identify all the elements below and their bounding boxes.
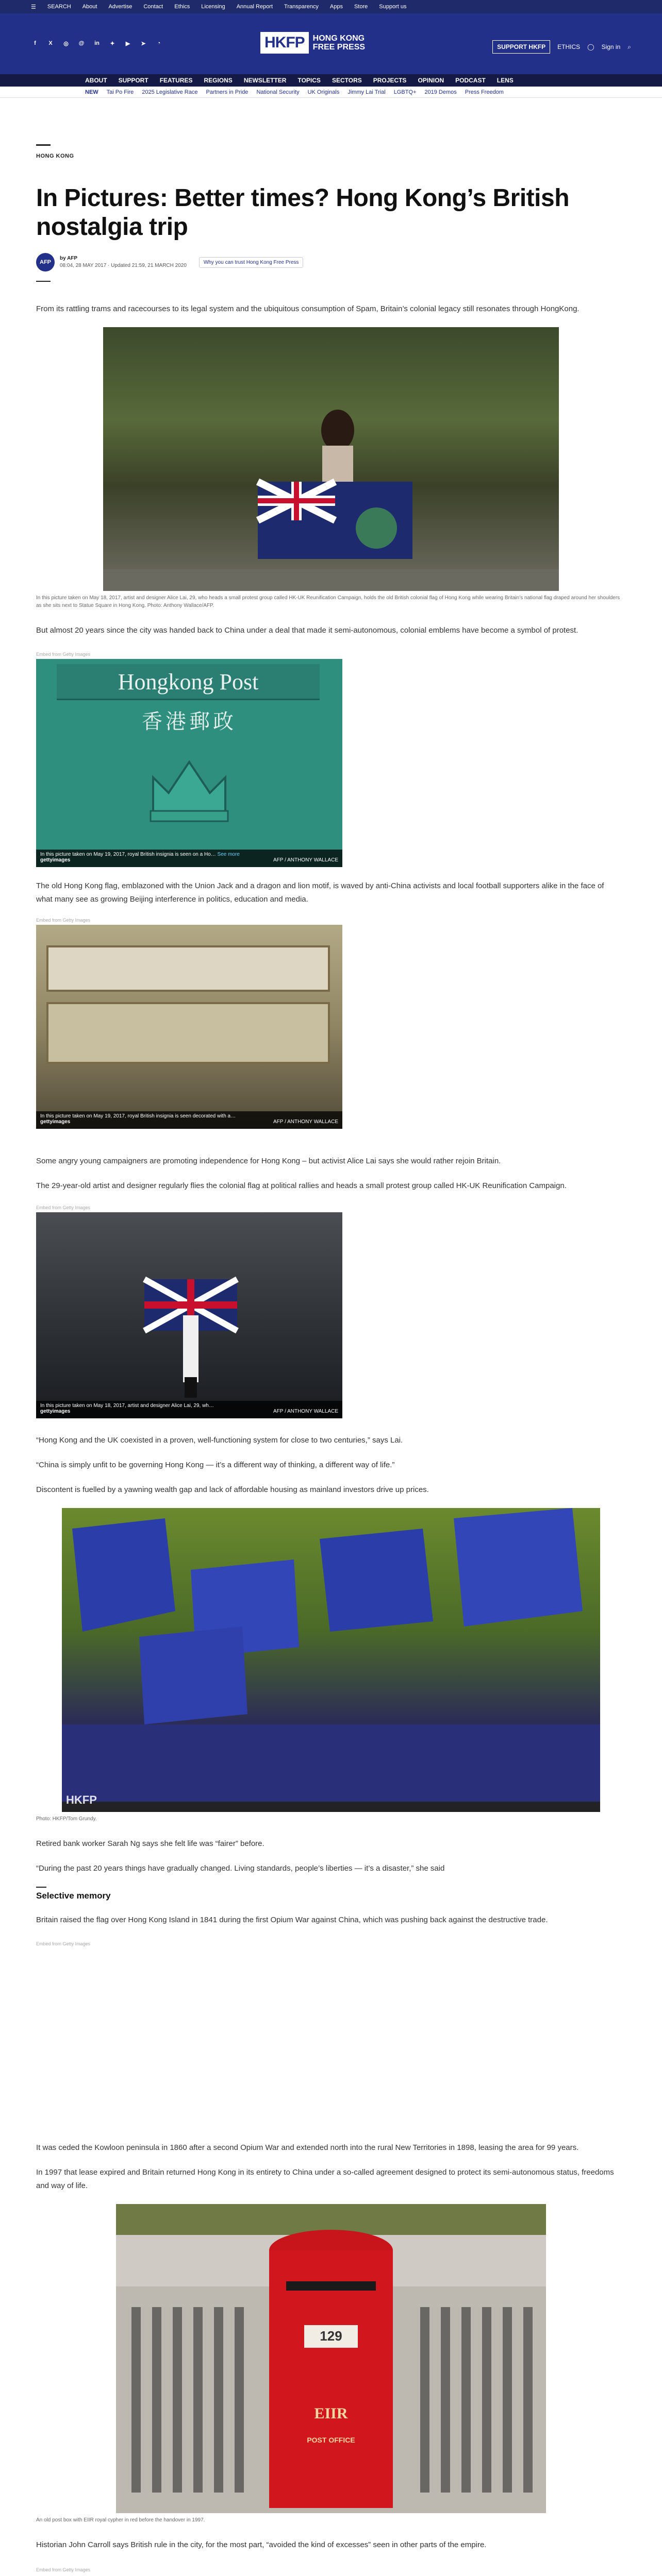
photo-illustration <box>103 327 559 591</box>
utility-link-advertise[interactable]: Advertise <box>108 4 133 10</box>
embed-agency: AFP / ANTHONY WALLACE <box>273 857 338 863</box>
getty-embed <box>36 652 626 867</box>
paragraph: In 1997 that lease expired and Britain returned Hong Kong in its entirety to China under a so-called agreement designed to protect its semi-autonomous status, freedoms and way of life. <box>36 2168 614 2190</box>
utility-link-support[interactable]: Support us <box>379 4 407 10</box>
tram-windows <box>46 945 330 992</box>
utility-link-transparency[interactable]: Transparency <box>284 4 319 10</box>
section-subhead: Selective memory <box>36 1891 111 1901</box>
nav-item-sectors[interactable]: SECTORS <box>332 77 362 84</box>
article <box>36 144 626 2572</box>
article-title: In Pictures: Better times? Hong Kong’s British nostalgia trip <box>36 184 570 241</box>
instagram-icon[interactable]: ◎ <box>63 40 69 47</box>
subhead-rule <box>36 1887 46 1888</box>
search-icon[interactable]: ⌕ <box>627 43 631 50</box>
getty-logo[interactable]: gettyimages <box>40 857 71 863</box>
photo-illustration <box>36 1212 342 1418</box>
embed-caption: In this picture taken on May 19, 2017, royal British insignia is seen on a Ho… <box>40 852 216 857</box>
utility-link-annual-report[interactable]: Annual Report <box>236 4 273 10</box>
getty-embed <box>36 918 626 1129</box>
facebook-icon[interactable]: f <box>34 40 36 46</box>
tram-body <box>46 1002 330 1064</box>
nav-item-topics[interactable]: TOPICS <box>297 77 321 84</box>
main-nav <box>0 74 662 87</box>
logo-text <box>313 34 365 52</box>
photo-alice-lai-flag <box>103 327 559 591</box>
embed-photo-alice-lai-street[interactable] <box>36 1212 342 1418</box>
embed-caption: In this picture taken on May 18, 2017, artist and designer Alice Lai, 29, wh… <box>40 1403 214 1409</box>
embed-credit[interactable]: Embed from Getty Images <box>36 1941 91 1946</box>
crown-icon <box>143 747 236 824</box>
paragraph: “During the past 20 years things have gradually changed. Living standards, people’s liberties — it’s a disaster,” she said <box>36 1864 445 1873</box>
telegram-icon[interactable]: ➤ <box>141 40 146 47</box>
figure-alice-lai <box>36 327 626 609</box>
hongkong-post-sign: Hongkong Post <box>57 664 320 700</box>
photo-postbox <box>116 2204 546 2513</box>
postbox-number: 129 <box>320 2328 342 2344</box>
postbox-cypher: EIIR <box>314 2405 348 2422</box>
paragraph: From its rattling trams and racecourses to its legal system and the ubiquitous consumption of Spam, Britain’s colonial legacy still resonates through HongKong. <box>36 304 580 313</box>
trending-bar <box>0 87 662 98</box>
paragraph: Historian John Carroll says British rule in the city, for the most part, “avoided the kind of excesses” seen in other parts of the empire. <box>36 2540 487 2549</box>
nav-item-opinion[interactable]: OPINION <box>418 77 444 84</box>
getty-embed <box>36 1205 626 1418</box>
utility-link-about[interactable]: About <box>82 4 97 10</box>
paragraph: But almost 20 years since the city was handed back to China under a deal that made it semi-autonomous, colonial emblems have become a symbol of protest. <box>36 626 578 635</box>
paragraph: It was ceded the Kowloon peninsula in 1860 after a second Opium War and extended north into the rural New Territories in 1898, leasing the area for 99 years. <box>36 2143 579 2152</box>
site-logo[interactable] <box>260 32 365 54</box>
bluesky-icon[interactable]: ✦ <box>110 40 115 47</box>
embed-photo-hongkong-post[interactable] <box>36 659 342 867</box>
figure-caption: An old post box with EIIR royal cypher in red before the handover in 1997. <box>36 2517 205 2523</box>
header-actions <box>492 40 631 54</box>
nav-item-podcast[interactable]: PODCAST <box>455 77 486 84</box>
ethics-link[interactable]: ETHICS <box>557 43 581 50</box>
trending-new-badge: NEW <box>85 89 98 95</box>
rss-icon[interactable]: ◔ <box>157 40 161 46</box>
photo-illustration <box>116 2204 546 2513</box>
embed-caption-bar <box>36 1111 342 1129</box>
trending-link[interactable]: LGBTQ+ <box>393 89 417 95</box>
threads-icon[interactable]: @ <box>78 40 85 46</box>
postbox-label: POST OFFICE <box>307 2436 355 2444</box>
utility-link-search[interactable]: SEARCH <box>47 4 71 10</box>
site-header <box>0 13 662 74</box>
utility-bar <box>0 0 662 13</box>
kicker-rule <box>36 144 51 146</box>
trending-link[interactable]: Partners in Pride <box>206 89 249 95</box>
support-button[interactable]: SUPPORT HKFP <box>492 40 550 54</box>
linkedin-icon[interactable]: in <box>94 40 100 46</box>
embed-credit[interactable]: Embed from Getty Images <box>36 1205 91 1210</box>
nav-item-features[interactable]: FEATURES <box>159 77 193 84</box>
trending-link[interactable]: National Security <box>256 89 300 95</box>
nav-item-support[interactable]: SUPPORT <box>118 77 148 84</box>
embed-caption-bar <box>36 1401 342 1418</box>
embed-caption: In this picture taken on May 19, 2017, royal British insignia is seen decorated with a… <box>40 1113 236 1119</box>
utility-link-apps[interactable]: Apps <box>329 4 343 10</box>
embed-credit[interactable]: Embed from Getty Images <box>36 918 91 923</box>
logo-line-1: HONG KONG <box>312 34 365 43</box>
youtube-icon[interactable]: ▶ <box>125 40 130 47</box>
utility-link-ethics[interactable]: Ethics <box>174 4 190 10</box>
trust-button[interactable]: Why you can trust Hong Kong Free Press <box>199 257 304 268</box>
byline-rule <box>36 281 51 282</box>
author-avatar[interactable]: AFP <box>36 253 55 272</box>
menu-icon[interactable]: ☰ <box>31 4 36 10</box>
x-icon[interactable]: X <box>48 40 53 46</box>
embed-credit[interactable]: Embed from Getty Images <box>36 2567 91 2572</box>
utility-link-store[interactable]: Store <box>354 4 368 10</box>
paragraph: Retired bank worker Sarah Ng says she felt life was “fairer” before. <box>36 1839 264 1848</box>
paragraph: “Hong Kong and the UK coexisted in a proven, well-functioning system for close to two centuries,” says Lai. <box>36 1436 403 1445</box>
nav-item-about[interactable]: ABOUT <box>85 77 107 84</box>
embed-agency: AFP / ANTHONY WALLACE <box>273 1409 338 1414</box>
paragraph: Discontent is fuelled by a yawning wealth gap and lack of affordable housing as mainland investors drive up prices. <box>36 1485 429 1494</box>
trending-link[interactable]: UK Originals <box>307 89 340 95</box>
nav-item-projects[interactable]: PROJECTS <box>373 77 407 84</box>
byline <box>36 253 626 272</box>
figure-protest <box>36 1508 626 1823</box>
byline-text <box>60 255 187 269</box>
nav-item-newsletter[interactable]: NEWSLETTER <box>243 77 287 84</box>
embed-photo-tram[interactable] <box>36 925 342 1129</box>
getty-embed-placeholder <box>36 1941 626 2127</box>
figure-caption: In this picture taken on May 18, 2017, artist and designer Alice Lai, 29, who heads a small protest group called HK-UK Reunification Campaign, holds the old British colonial flag of Hong Kong while wearing Britain’s national flag draped around her shoulders as she sits next to Statue Square in Hong Kong. Photo: Anthony Wallace/AFP. <box>36 595 620 608</box>
see-more-link[interactable]: See more <box>217 852 240 857</box>
embed-credit[interactable]: Embed from Getty Images <box>36 652 91 657</box>
figure-postbox <box>36 2204 626 2524</box>
photo-illustration <box>62 1508 600 1812</box>
getty-logo[interactable]: gettyimages <box>40 1409 71 1414</box>
signin-link[interactable]: Sign in <box>601 43 621 50</box>
trending-link[interactable]: Jimmy Lai Trial <box>347 89 386 95</box>
paragraph: Britain raised the flag over Hong Kong Island in 1841 during the first Opium War against China, which was pushing back against the destructive trade. <box>36 1916 548 1924</box>
logo-mark: HKFP <box>260 32 309 54</box>
trending-link[interactable]: Tai Po Fire <box>106 89 134 95</box>
paragraph: The 29-year-old artist and designer regularly flies the colonial flag at political rallies and heads a small protest group called HK-UK Reunification Campaign. <box>36 1181 567 1190</box>
category-kicker[interactable]: HONG KONG <box>36 153 74 159</box>
photo-protest-flags <box>62 1508 600 1812</box>
photo-watermark: HKFP <box>66 1793 97 1806</box>
embed-agency: AFP / ANTHONY WALLACE <box>273 1119 338 1125</box>
social-links <box>31 39 163 47</box>
hongkong-post-sign-chinese: 香港郵政 <box>142 710 237 733</box>
author-name[interactable]: by AFP <box>60 256 78 261</box>
embed-caption-bar <box>36 850 342 867</box>
nav-item-lens[interactable]: LENS <box>496 77 514 84</box>
paragraph: “China is simply unfit to be governing Hong Kong — it’s a different way of thinking, a different way of life.” <box>36 1461 395 1469</box>
nav-item-regions[interactable]: REGIONS <box>204 77 233 84</box>
logo-line-2: FREE PRESS <box>312 43 366 52</box>
paragraph: Some angry young campaigners are promoting independence for Hong Kong – but activist Alice Lai says she would rather rejoin Britain. <box>36 1157 501 1165</box>
getty-logo[interactable]: gettyimages <box>40 1119 71 1125</box>
publish-dates: 08:04, 28 MAY 2017 · Updated 21:59, 21 MARCH 2020 <box>60 263 187 268</box>
trending-link[interactable]: 2019 Demos <box>424 89 457 95</box>
user-icon[interactable]: ◯ <box>587 43 594 50</box>
paragraph: The old Hong Kong flag, emblazoned with the Union Jack and a dragon and lion motif, is waved by anti-China activists and local football supporters alike in the face of what many see as growing Beijing interference in politics, education and media. <box>36 882 604 904</box>
figure-caption: Photo: HKFP/Tom Grundy. <box>36 1816 97 1822</box>
utility-link-licensing[interactable]: Licensing <box>201 4 225 10</box>
trending-link[interactable]: 2025 Legislative Race <box>142 89 198 95</box>
section-divider <box>36 1887 626 1901</box>
trending-link[interactable]: Press Freedom <box>465 89 504 95</box>
utility-link-contact[interactable]: Contact <box>143 4 163 10</box>
